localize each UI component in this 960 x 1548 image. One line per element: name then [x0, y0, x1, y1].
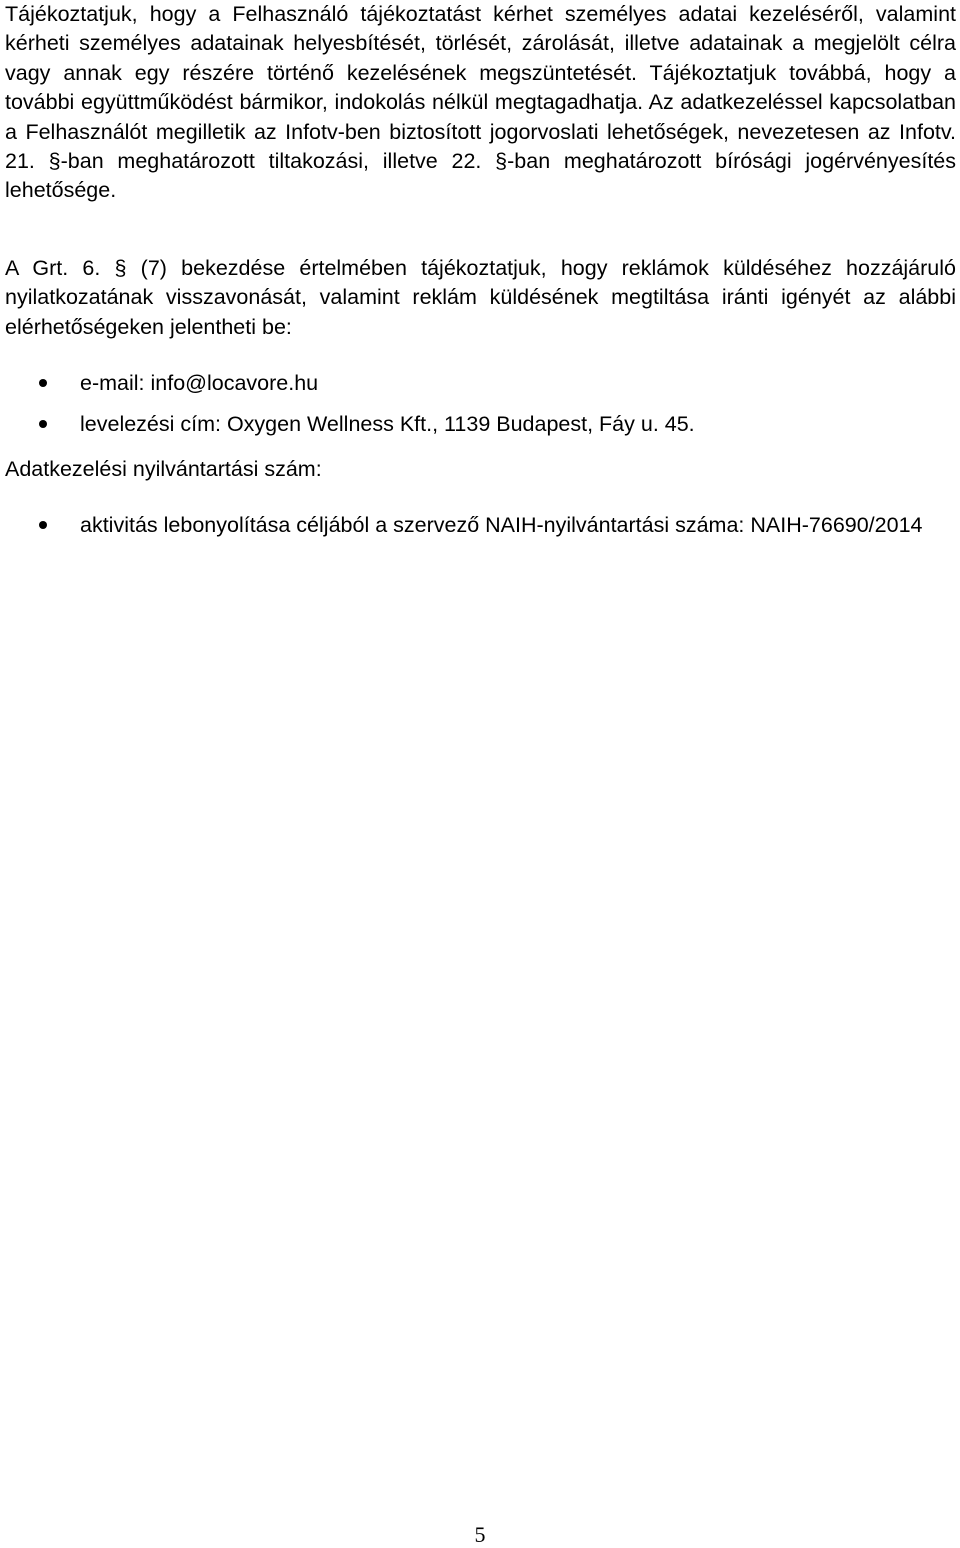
page-number: 5: [474, 1522, 486, 1547]
registry-number-text: aktivitás lebonyolítása céljából a szervező NAIH-nyilvántartási száma: NAIH-76690/2014: [80, 513, 923, 537]
contact-list: [5, 369, 956, 451]
bullet-icon: [39, 420, 47, 428]
privacy-rights-paragraph: Tájékoztatjuk, hogy a Felhasználó tájékoztatást kérhet személyes adatai kezeléséről, valamint kérheti személyes adatainak helyesbítését, törlését, zárolását, illetve adatainak a megjelölt célra vagy annak egy részére történő kezelésének megszüntetését. Tájékoztatjuk továbbá, hogy a további együttműködést bármikor, indokolás nélkül megtagadhatja. Az adatkezeléssel kapcsolatban a Felhasználót megilletik az Infotv-ben biztosított jogorvoslati lehetőségek, nevezetesen az Infotv. 21. §-ban meghatározott tiltakozási, illetve 22. §-ban meghatározott bírósági jogérvényesítés lehetősége.: [5, 2, 956, 203]
bullet-icon: [39, 379, 47, 387]
registry-heading: Adatkezelési nyilvántartási szám:: [5, 457, 322, 481]
advertising-consent-paragraph: A Grt. 6. § (7) bekezdése értelmében tájékoztatjuk, hogy reklámok küldéséhez hozzájáruló nyilatkozatának visszavonását, valamint reklám küldésének megtiltása iránti igényét az alábbi elérhetőségeken jelentheti be:: [5, 256, 956, 339]
list-item: [5, 369, 956, 410]
list-item: [5, 511, 956, 540]
list-item: [5, 410, 956, 451]
contact-email: e-mail: info@locavore.hu: [80, 371, 319, 395]
bullet-icon: [39, 521, 47, 529]
registry-list: [5, 511, 956, 540]
contact-postal-address: levelezési cím: Oxygen Wellness Kft., 1139 Budapest, Fáy u. 45.: [80, 412, 695, 436]
